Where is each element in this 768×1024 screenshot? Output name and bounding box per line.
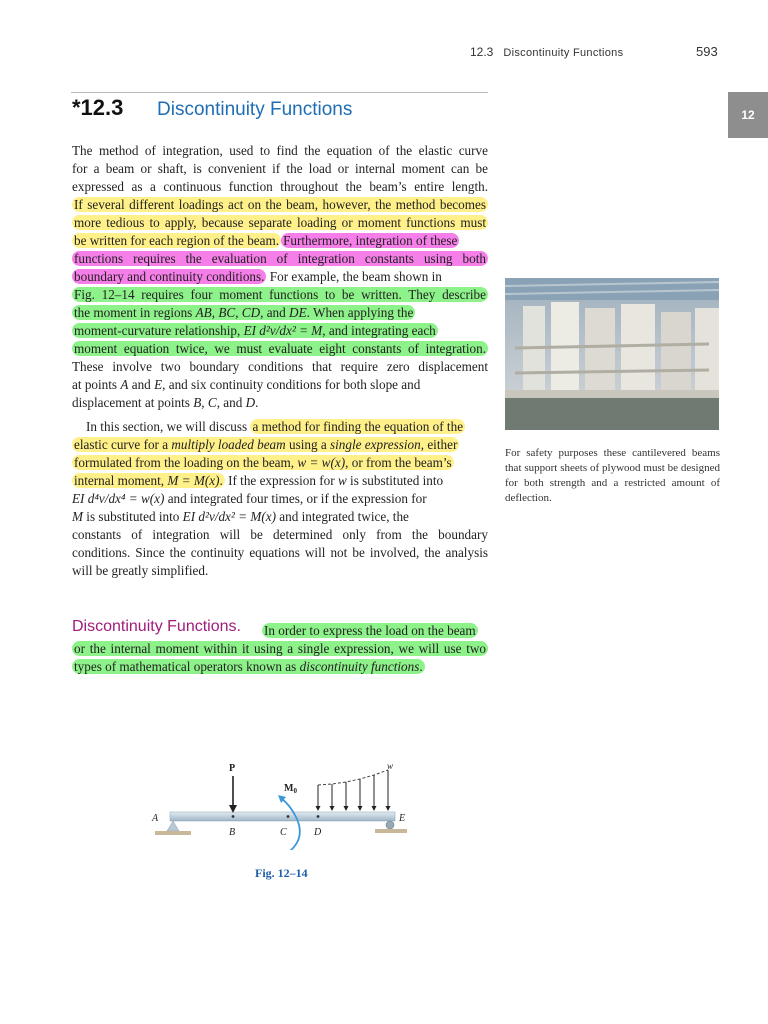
text-line: constants of integration will be determined only from the boundary xyxy=(72,527,488,542)
figure-label: Fig. 12–14 xyxy=(255,866,308,880)
text-line xyxy=(72,658,488,676)
highlight-yellow: elastic curve for a multiply loaded beam using a single expression, either xyxy=(74,437,458,452)
running-header xyxy=(470,45,623,59)
text-line xyxy=(72,640,488,658)
photo-cantilever-beams xyxy=(505,278,719,430)
highlight-pink: boundary and continuity conditions. xyxy=(74,269,265,284)
text-line xyxy=(72,232,488,250)
text-line: expressed as a continuous function throughout the beam’s entire length. xyxy=(72,179,488,194)
text-line: will be greatly simplified. xyxy=(72,563,209,578)
section-title: Discontinuity Functions xyxy=(157,99,353,120)
text-line: for a beam or shaft, is convenient if the load or internal moment can be xyxy=(72,161,488,176)
highlight-pink: functions requires the evaluation of integration constants using both xyxy=(74,251,486,266)
text-line xyxy=(262,622,488,640)
text-line: These involve two boundary conditions that require zero displacement xyxy=(72,359,488,374)
highlight-yellow: If several different loadings act on the beam, however, the method becomes xyxy=(74,197,486,212)
text-line: EI d⁴v/dx⁴ = w(x) and integrated four times, or if the expression for xyxy=(72,491,427,506)
highlight-green: or the internal moment within it using a single expression, we will use two xyxy=(74,641,486,656)
label-E: E xyxy=(399,813,406,824)
highlight-yellow: more tedious to apply, because separate loading or moment functions must xyxy=(74,215,486,230)
header-section-number: 12.3 xyxy=(470,45,494,59)
highlight-yellow: a method for finding the equation of the xyxy=(252,419,464,434)
text-line xyxy=(72,340,488,358)
text-line: boundary and continuity conditions. For example, the beam shown in xyxy=(74,269,442,284)
label-P: P xyxy=(229,763,236,774)
text-line xyxy=(72,304,488,322)
highlight-green: In order to express the load on the beam xyxy=(264,623,476,638)
label-B: B xyxy=(229,827,236,838)
highlight-yellow: formulated from the loading on the beam, w = w(x), or from the beam’s xyxy=(74,455,452,470)
label-A: A xyxy=(152,813,159,824)
highlight-pink: Furthermore, integration of these xyxy=(283,233,458,248)
text-line: The method of integration, used to find the equation of the elastic curve xyxy=(72,143,488,158)
text-line xyxy=(72,214,488,232)
text-line: conditions. Since the continuity equations will not be involved, the analysis xyxy=(72,545,488,560)
label-M0: $M_0$ xyxy=(284,783,297,795)
text-line xyxy=(72,454,488,472)
section-number: *12.3 xyxy=(72,95,124,120)
text-line xyxy=(72,286,488,304)
header-section-title: Discontinuity Functions xyxy=(503,47,624,59)
highlight-green: moment-curvature relationship, EI d²v/dx² = M, and integrating each xyxy=(74,323,436,338)
label-w: w xyxy=(387,761,394,771)
label-D: D xyxy=(314,827,322,838)
text-line xyxy=(72,250,488,268)
beam xyxy=(170,812,395,821)
text-line: M is substituted into EI d²v/dx² = M(x) and integrated twice, the xyxy=(72,509,409,524)
subsection-title: Discontinuity Functions. xyxy=(72,618,241,635)
moment-M0-arrow xyxy=(278,795,300,850)
distributed-load-arrowhead xyxy=(344,806,349,811)
title-rule xyxy=(71,92,488,93)
distributed-load-arrowhead xyxy=(316,806,321,811)
pin-support-A xyxy=(155,821,191,835)
distributed-load-arrowhead xyxy=(372,806,377,811)
highlight-green: moment equation twice, we must evaluate eight constants of integration. xyxy=(74,341,486,356)
highlight-yellow: internal moment, M = M(x). xyxy=(74,473,223,488)
photo-caption: For safety purposes these cantilevered beams that support sheets of plywood must be designed for both strength and a restricted amount of deflection. xyxy=(505,447,720,504)
highlight-green: Fig. 12–14 requires four moment functions to be written. They describe xyxy=(74,287,486,302)
distributed-load-arrowhead xyxy=(358,806,363,811)
text-line: at points A and E, and six continuity conditions for both slope and xyxy=(72,377,421,392)
distributed-load-arrowhead xyxy=(330,806,335,811)
text-line xyxy=(72,196,488,214)
load-P-arrow xyxy=(229,776,237,813)
highlight-yellow: be written for each region of the beam. xyxy=(74,233,280,248)
photo-illustration xyxy=(505,278,719,430)
highlight-green: types of mathematical operators known as discontinuity functions. xyxy=(74,659,423,674)
chapter-tab[interactable]: 12 xyxy=(728,92,768,138)
beam-diagram xyxy=(140,755,430,850)
distributed-load-arrowhead xyxy=(386,806,391,811)
text-line: displacement at points B, C, and D. xyxy=(72,395,259,410)
label-C: C xyxy=(280,827,287,838)
text-line: In this section, we will discuss a method for finding the equation of the xyxy=(86,419,464,434)
text-line: internal moment, M = M(x). If the expression for w is substituted into xyxy=(74,473,444,488)
distributed-load-w xyxy=(316,770,391,811)
text-line xyxy=(72,322,488,340)
highlight-green: the moment in regions AB, BC, CD, and DE. When applying the xyxy=(74,305,414,320)
text-line xyxy=(72,436,488,454)
page-number: 593 xyxy=(696,44,718,59)
